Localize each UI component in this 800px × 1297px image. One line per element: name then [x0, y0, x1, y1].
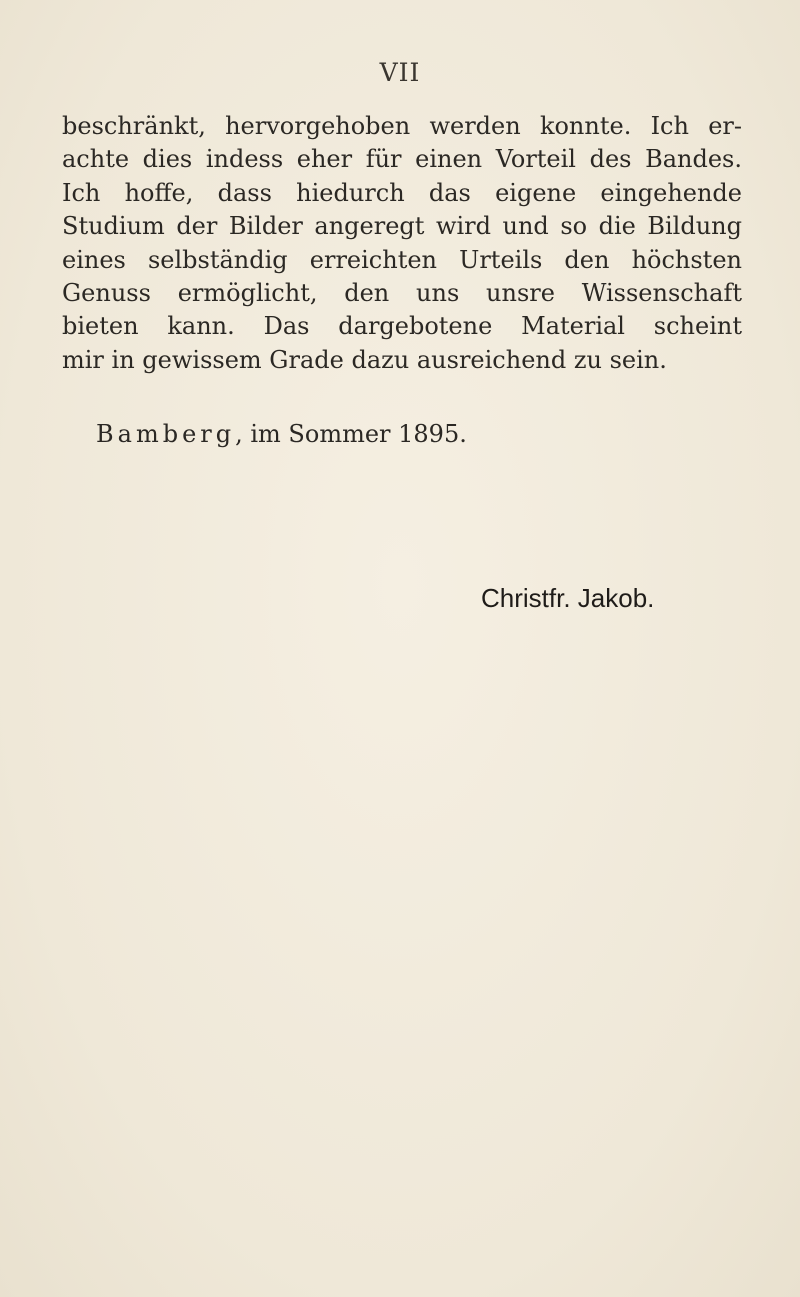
dateline-date: , im Sommer 1895. — [235, 420, 467, 448]
text-line: eines selbständig erreichten Urteils den höchsten — [62, 245, 742, 274]
text-line: bieten kann. Das dargebotene Material scheint — [62, 312, 742, 341]
text-line: mir in gewissem Grade dazu ausreichend zu sein. — [62, 345, 667, 374]
text-line: Ich hoffe, dass hiedurch das eigene eingehende — [62, 178, 742, 207]
text-line: Genuss ermöglicht, den uns unsre Wissenschaft — [62, 279, 742, 308]
dateline-place: Bamberg — [96, 420, 236, 448]
text-line: beschränkt, hervorgehoben werden konnte. Ich er- — [62, 112, 742, 140]
dateline — [96, 420, 467, 448]
page-number: VII — [379, 58, 421, 87]
text-line: Studium der Bilder angeregt wird und so die Bildung — [62, 212, 742, 241]
text-line: achte dies indess eher für einen Vorteil des Bandes. — [62, 145, 742, 174]
body-paragraph — [62, 110, 742, 377]
author-signature: Christfr. Jakob. — [481, 583, 655, 613]
